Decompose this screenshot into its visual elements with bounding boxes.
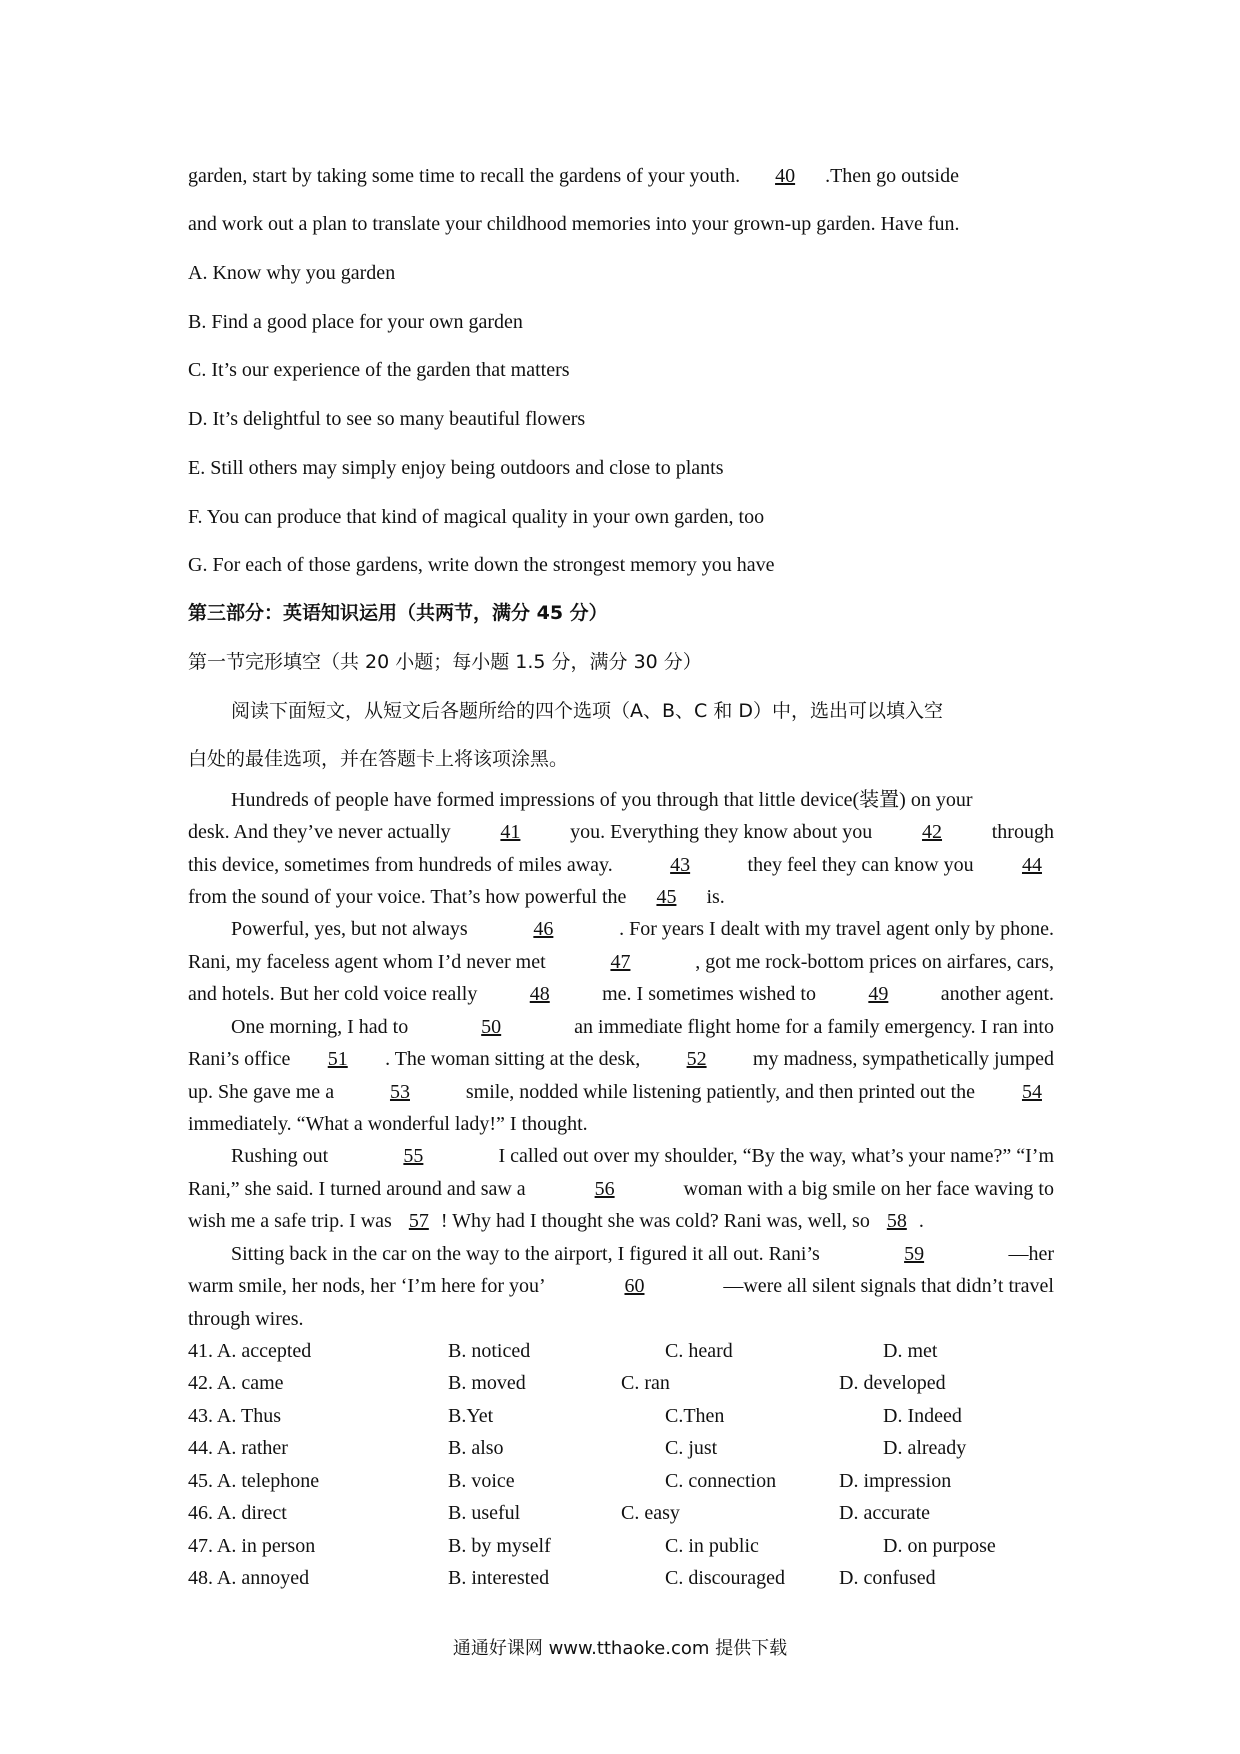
text: woman with a big smile on her face waving to: [683, 1178, 1054, 1200]
passage-line: immediately. “What a wonderful lady!” I thought.: [188, 1113, 588, 1135]
option-c: C.Then: [665, 1405, 725, 1427]
text: Rani’s office: [188, 1048, 291, 1070]
option-c: C. easy: [621, 1502, 680, 1524]
blank-53: 53: [389, 1081, 410, 1103]
passage-line: [188, 820, 1054, 844]
passage-line: [188, 1274, 1054, 1298]
option-c: C. just: [665, 1437, 718, 1459]
option-d: D. Indeed: [883, 1405, 962, 1427]
option-a: 42. A. came: [188, 1372, 284, 1394]
option-a: 48. A. annoyed: [188, 1567, 310, 1589]
passage-line: [231, 1015, 1054, 1039]
option-a: 46. A. direct: [188, 1502, 287, 1524]
passage-line: [188, 950, 1054, 974]
option-d: D. already: [883, 1437, 967, 1459]
passage-line: [188, 982, 1054, 1006]
blank-48: 48: [529, 983, 550, 1005]
option-a: 45. A. telephone: [188, 1470, 320, 1492]
option-a: 47. A. in person: [188, 1535, 316, 1557]
text: . For years I dealt with my travel agent only by phone.: [619, 918, 1054, 940]
text: through: [991, 821, 1054, 843]
choice-c: C. It’s our experience of the garden that matters: [188, 359, 570, 381]
passage-line: [188, 1177, 1054, 1201]
text: Rushing out: [231, 1145, 329, 1167]
option-b: B. voice: [448, 1470, 515, 1492]
option-d: D. on purpose: [883, 1535, 996, 1557]
text: from the sound of your voice. That’s how powerful the: [188, 886, 627, 908]
page-footer: 通通好课网 www.tthaoke.com 提供下载: [452, 1638, 788, 1659]
blank-58: 58: [886, 1210, 907, 1232]
section-heading: 第三部分：英语知识运用（共两节，满分 45 分）: [188, 602, 608, 624]
text: up. She gave me a: [188, 1081, 335, 1103]
passage-line: through wires.: [188, 1308, 304, 1330]
text: I called out over my shoulder, “By the way, what’s your name?” “I’m: [498, 1145, 1054, 1167]
text: Powerful, yes, but not always: [231, 918, 468, 940]
text: you. Everything they know about you: [570, 821, 873, 843]
text: this device, sometimes from hundreds of miles away.: [188, 854, 613, 876]
passage-line: [188, 1080, 1054, 1104]
option-a: 44. A. rather: [188, 1437, 288, 1459]
blank-59: 59: [904, 1243, 925, 1265]
text: garden, start by taking some time to recall the gardens of your youth.: [188, 165, 741, 187]
choice-e: E. Still others may simply enjoy being outdoors and close to plants: [188, 457, 724, 479]
choice-g: G. For each of those gardens, write down the strongest memory you have: [188, 554, 775, 576]
text: ! Why had I thought she was cold? Rani was, well, so: [440, 1210, 870, 1232]
choice-b: B. Find a good place for your own garden: [188, 311, 523, 333]
option-b: B. moved: [448, 1372, 526, 1394]
passage-line: [231, 1144, 1054, 1168]
text: Sitting back in the car on the way to the airport, I figured it all out. Rani’s: [231, 1243, 820, 1265]
blank-46: 46: [533, 918, 554, 940]
text: they feel they can know you: [747, 854, 974, 876]
text: smile, nodded while listening patiently, and then printed out the: [465, 1081, 976, 1103]
passage-line: [188, 1209, 924, 1233]
blank-49: 49: [868, 983, 889, 1005]
choice-f: F. You can produce that kind of magical quality in your own garden, too: [188, 506, 765, 528]
blank-56: 56: [594, 1178, 615, 1200]
option-d: D. impression: [839, 1470, 952, 1492]
section-subheading: 第一节完形填空（共 20 小题；每小题 1.5 分，满分 30 分）: [188, 651, 702, 673]
option-c: C. ran: [621, 1372, 670, 1394]
option-b: B. interested: [448, 1567, 550, 1589]
option-d: D. confused: [839, 1567, 936, 1589]
option-c: C. in public: [665, 1535, 759, 1557]
blank-47: 47: [610, 951, 631, 973]
text: desk. And they’ve never actually: [188, 821, 451, 843]
option-b: B. by myself: [448, 1535, 551, 1557]
passage-line: and work out a plan to translate your childhood memories into your grown-up garden. Have fun.: [188, 213, 960, 235]
option-a: 41. A. accepted: [188, 1340, 312, 1362]
text: an immediate flight home for a family emergency. I ran into: [574, 1016, 1054, 1038]
option-b: B. useful: [448, 1502, 521, 1524]
blank-55: 55: [403, 1145, 424, 1167]
option-d: D. accurate: [839, 1502, 931, 1524]
choice-d: D. It’s delightful to see so many beautiful flowers: [188, 408, 586, 430]
text: .Then go outside: [825, 165, 959, 187]
text: wish me a safe trip. I was: [188, 1210, 392, 1232]
passage-line: [231, 1242, 1054, 1266]
blank-40: 40: [775, 165, 796, 187]
option-c: C. discouraged: [665, 1567, 785, 1589]
blank-43: 43: [670, 854, 691, 876]
option-d: D. developed: [839, 1372, 946, 1394]
blank-45: 45: [656, 886, 677, 908]
option-b: B.Yet: [448, 1405, 494, 1427]
option-c: C. heard: [665, 1340, 733, 1362]
text: —her: [1008, 1243, 1054, 1265]
text: .: [918, 1210, 924, 1232]
text: . The woman sitting at the desk,: [385, 1048, 641, 1070]
text: Rani,” she said. I turned around and saw a: [188, 1178, 526, 1200]
option-d: D. met: [883, 1340, 938, 1362]
text: One morning, I had to: [231, 1016, 409, 1038]
passage-line: Hundreds of people have formed impressions of you through that little device(装置) on your: [231, 789, 973, 811]
choice-a: A. Know why you garden: [188, 262, 396, 284]
blank-52: 52: [686, 1048, 707, 1070]
passage-line: [188, 164, 959, 188]
passage-line: [188, 1047, 1054, 1071]
option-b: B. also: [448, 1437, 504, 1459]
blank-54: 54: [1021, 1081, 1042, 1103]
option-c: C. connection: [665, 1470, 777, 1492]
instruction-line: 阅读下面短文，从短文后各题所给的四个选项（A、B、C 和 D）中，选出可以填入空: [231, 700, 944, 722]
option-b: B. noticed: [448, 1340, 531, 1362]
blank-57: 57: [408, 1210, 429, 1232]
blank-44: 44: [1021, 854, 1042, 876]
instruction-line: 白处的最佳选项，并在答题卡上将该项涂黑。: [188, 748, 569, 770]
option-a: 43. A. Thus: [188, 1405, 281, 1427]
blank-50: 50: [481, 1016, 502, 1038]
text: and hotels. But her cold voice really: [188, 983, 478, 1005]
blank-51: 51: [327, 1048, 348, 1070]
text: me. I sometimes wished to: [602, 983, 816, 1005]
text: another agent.: [940, 983, 1054, 1005]
passage-line: [188, 885, 725, 909]
text: , got me rock-bottom prices on airfares, cars,: [695, 951, 1054, 973]
passage-line: [231, 917, 1054, 941]
blank-41: 41: [500, 821, 521, 843]
passage-line: [188, 853, 1054, 877]
text: Rani, my faceless agent whom I’d never met: [188, 951, 546, 973]
blank-42: 42: [922, 821, 943, 843]
text: my madness, sympathetically jumped: [752, 1048, 1054, 1070]
text: —were all silent signals that didn’t travel: [723, 1275, 1054, 1297]
text: warm smile, her nods, her ‘I’m here for you’: [188, 1275, 546, 1297]
blank-60: 60: [624, 1275, 645, 1297]
text: is.: [706, 886, 725, 908]
